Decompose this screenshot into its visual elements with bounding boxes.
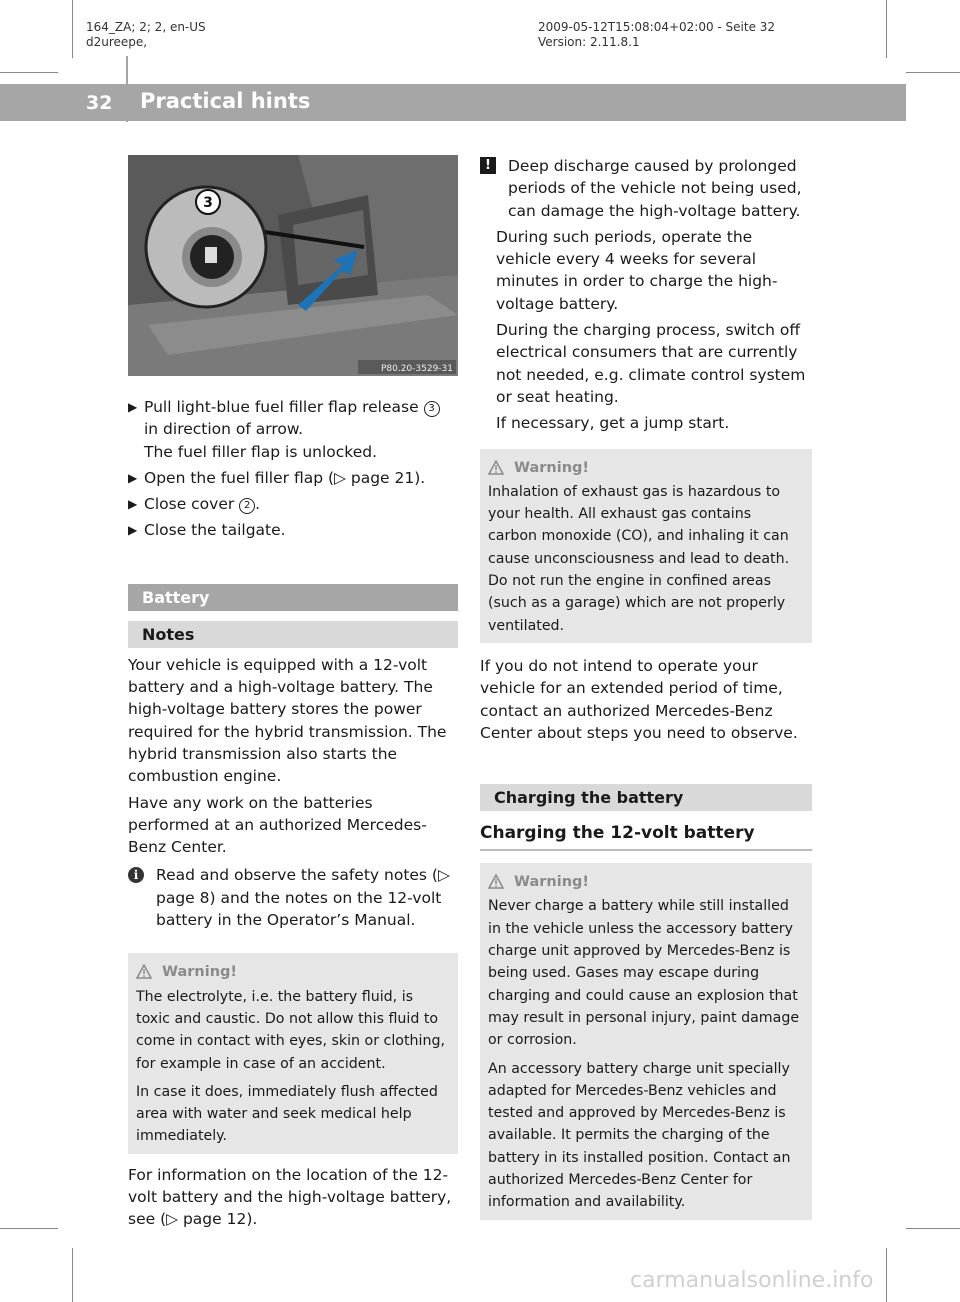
- crop-mark: [886, 1248, 887, 1302]
- warning-triangle-icon: [136, 964, 152, 980]
- info-icon: i: [128, 867, 144, 883]
- charging-12v-subheading: Charging the 12-volt battery: [480, 823, 812, 851]
- location-paragraph: For information on the location of the 12-volt battery and the high-voltage battery, see (▷ page 12).: [128, 1165, 452, 1229]
- warning-paragraph: Inhalation of exhaust gas is hazardous to your health. All exhaust gas contains carbon monoxide (CO), and inhaling it can cause unconsciousness and lead to death. Do not run the engine in confined areas (such as a garage) which are not properly ventilated.: [488, 483, 790, 634]
- step-item: [128, 519, 458, 541]
- figure-callout: 3: [203, 195, 213, 211]
- caution-paragraph: Deep discharge caused by prolonged periods of the vehicle not being used, can damage the high-voltage battery.: [508, 157, 802, 220]
- crop-mark: [72, 0, 73, 58]
- info-note: [128, 864, 458, 931]
- warning-title-text: Warning!: [514, 459, 590, 476]
- step-arrow-icon: ▶: [128, 400, 138, 414]
- right-column: [480, 155, 812, 1220]
- battery-section-heading: Battery: [128, 584, 458, 611]
- step-text: Close the tailgate.: [144, 521, 286, 540]
- crop-mark: [0, 1228, 58, 1229]
- meta-right-line1: 2009-05-12T15:08:04+02:00 - Seite 32: [538, 20, 776, 34]
- page-number: 32: [86, 92, 113, 114]
- warning-title: [488, 457, 804, 479]
- paragraph: Have any work on the batteries performed at an authorized Mercedes-Benz Center.: [128, 793, 427, 857]
- notes-section-heading: Notes: [128, 621, 458, 648]
- crop-mark: [906, 1228, 960, 1229]
- figure-code: P80.20-3529-31: [380, 364, 453, 374]
- warning-title-text: Warning!: [514, 874, 590, 891]
- paragraph: Your vehicle is equipped with a 12-volt battery and a high-voltage battery. The high-voltage battery stores the power required for the hybrid transmission. The hybrid transmission also starts the combustion engine.: [128, 655, 447, 786]
- trunk-illustration-icon: [128, 155, 458, 376]
- warning-title-text: Warning!: [162, 964, 238, 981]
- meta-left-line2: d2ureepe,: [86, 35, 148, 49]
- step-arrow-icon: ▶: [128, 470, 138, 485]
- caution-paragraph: If necessary, get a jump start.: [496, 414, 730, 433]
- callout-number: 2: [239, 498, 255, 514]
- warning-title: [136, 961, 450, 983]
- warning-box-electrolyte: [128, 953, 458, 1153]
- notes-body: [128, 654, 458, 859]
- info-note-text: Read and observe the safety notes (▷ page 8) and the notes on the 12-volt battery in the Operator’s Manual.: [156, 866, 450, 930]
- charging-section-heading: Charging the battery: [480, 784, 812, 811]
- page-title: Practical hints: [140, 89, 311, 113]
- meta-right-line2: Version: 2.11.8.1: [538, 35, 640, 49]
- crop-mark: [0, 72, 58, 73]
- warning-paragraph: Never charge a battery while still installed in the vehicle unless the accessory battery charge unit approved by Mercedes-Benz is being used. Gases may escape during charging and could cause an explosion that may result in personal injury, paint damage or corrosion.: [488, 898, 800, 1049]
- caution-note: [480, 155, 812, 435]
- warning-paragraph: An accessory battery charge unit specially adapted for Mercedes-Benz vehicles and tested and approved by Mercedes-Benz is available. It permits the charging of the battery in its installed position. Contact an authorized Mercedes-Benz Center for information and availability.: [488, 1060, 791, 1211]
- step-arrow-icon: ▶: [128, 523, 138, 538]
- step-item: [128, 493, 458, 515]
- step-list: [128, 396, 458, 542]
- warning-paragraph: The electrolyte, i.e. the battery fluid, is toxic and caustic. Do not allow this fluid to come in contact with eyes, skin or clothing, for example in case of an accident.: [136, 988, 445, 1072]
- step-item: [128, 396, 458, 463]
- crop-mark: [886, 0, 887, 58]
- warning-triangle-icon: [488, 460, 504, 476]
- caution-icon: !: [480, 157, 496, 174]
- caution-paragraph: During the charging process, switch off electrical consumers that are currently not needed, e.g. climate control system or seat heating.: [496, 321, 806, 406]
- watermark: carmanualsonline.info: [630, 1268, 874, 1293]
- step-text: Pull light-blue fuel filler flap release: [144, 398, 424, 416]
- step-result: The fuel filler flap is unlocked.: [144, 442, 378, 461]
- warning-paragraph: In case it does, immediately flush affected area with water and seek medical help immediately.: [136, 1083, 438, 1145]
- warning-box-charging: [480, 863, 812, 1219]
- crop-mark: [906, 72, 960, 73]
- callout-number: 3: [424, 401, 440, 417]
- warning-triangle-icon: [488, 874, 504, 890]
- left-column: [128, 155, 458, 1231]
- step-text: .: [255, 495, 261, 514]
- meta-left: [86, 20, 206, 50]
- warning-title: [488, 871, 804, 893]
- step-text: Close cover: [144, 495, 240, 514]
- warning-box-exhaust: [480, 449, 812, 643]
- crop-mark: [72, 1248, 73, 1302]
- step-text: in direction of arrow.: [144, 420, 304, 439]
- step-arrow-icon: ▶: [128, 497, 138, 512]
- meta-right: [538, 20, 775, 50]
- caution-paragraph: During such periods, operate the vehicle every 4 weeks for several minutes in order to charge the high-voltage battery.: [496, 227, 778, 313]
- step-text: Open the fuel filler flap (▷ page 21).: [144, 468, 426, 487]
- header-bar: [0, 84, 906, 121]
- extended-period-paragraph: If you do not intend to operate your vehicle for an extended period of time, contact an authorized Mercedes-Benz Center about steps you need to observe.: [480, 656, 798, 742]
- meta-left-line1: 164_ZA; 2; 2, en-US: [86, 20, 206, 34]
- fuel-flap-release-photo: [128, 155, 458, 376]
- step-item: [128, 467, 458, 489]
